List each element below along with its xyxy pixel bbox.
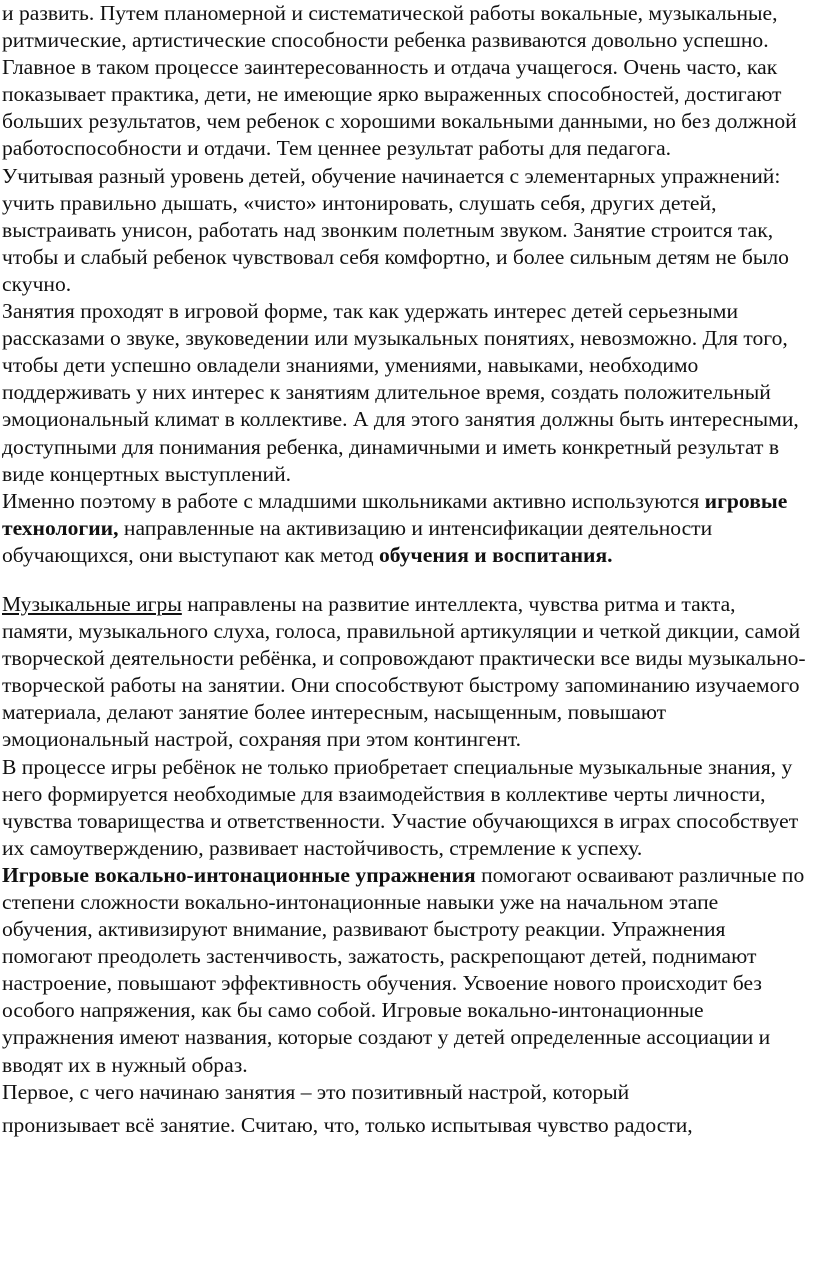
paragraph-5: [2, 591, 806, 754]
paragraph-8-line-2: пронизывает всё занятие. Считаю, что, только испытывая чувство радости,: [2, 1112, 693, 1137]
paragraph-3: Занятия проходят в игровой форме, так как удержать интерес детей серьезными рассказами о звуке, звуковедении или музыкальных понятиях, невозможно. Для того, чтобы дети успешно овладели знаниями, умениями, навыками, необходимо поддерживать у них интерес к занятиям длительное время, создать положительный эмоциональный климат в коллективе. А для этого занятия должны быть интересными, доступными для понимания ребенка, динамичными и иметь конкретный результат в виде концертных выступлений.: [2, 299, 799, 486]
bold-phrase-game-technologies: игровые технологии,: [2, 488, 788, 540]
paragraph-4-text-a: Именно поэтому в работе с младшими школьниками активно используются: [2, 488, 705, 513]
bold-phrase-vocal-exercises: Игровые вокально-интонационные упражнения: [2, 862, 476, 887]
paragraph-7-text: помогают осваивают различные по степени сложности вокально-интонационные навыки уже на начальном этапе обучения, активизируют внимание, развивают быстроту реакции. Упражнения помогают преодолеть застенчивость, зажатость, раскрепощают детей, поднимают настроение, повышают эффективность обучения. Усвоение нового происходит без особого напряжения, как бы само собой. Игровые вокально-интонационные упражнения имеют названия, которые создают у детей определенные ассоциации и вводят их в нужный образ.: [2, 862, 805, 1077]
paragraph-5-text: направлены на развитие интеллекта, чувства ритма и такта, памяти, музыкального слуха, голоса, правильной артикуляции и четкой дикции, самой творческой деятельности ребёнка, и сопровождают практически все виды музыкально-творческой работы на занятии. Они способствуют быстрому запоминанию изучаемого материала, делают занятие более интересным, насыщенным, повышают эмоциональный настрой, сохраняя при этом контингент.: [2, 591, 806, 752]
paragraph-6: В процессе игры ребёнок не только приобретает специальные музыкальные знания, у него формируется необходимые для взаимодействия в коллективе черты личности, чувства товарищества и ответственности. Участие обучающихся в играх способствует их самоутверждению, развивает настойчивость, стремление к успеху.: [2, 754, 799, 860]
paragraph-2: Учитывая разный уровень детей, обучение начинается с элементарных упражнений: учить правильно дышать, «чисто» интонировать, слушать себя, других детей, выстраивать унисон, работать над звонким полетным звуком. Занятие строится так, чтобы и слабый ребенок чувствовал себя комфортно, и более сильным детям не было скучно.: [2, 163, 789, 296]
paragraph-1: и развить. Путем планомерной и систематической работы вокальные, музыкальные, ритмические, артистические способности ребенка развиваются довольно успешно. Главное в таком процессе заинтересованность и отдача учащегося. Очень часто, как показывает практика, дети, не имеющие ярко выраженных способностей, достигают больших результатов, чем ребенок с хорошими вокальными данными, но без должной работоспособности и отдачи. Тем ценнее результат работы для педагога.: [2, 1, 797, 161]
paragraph-4-text-b: направленные на активизацию и интенсификации деятельности обучающихся, они выступают как метод: [2, 515, 713, 567]
underlined-phrase-music-games: Музыкальные игры: [2, 591, 182, 616]
paragraph-8-line-1: Первое, с чего начинаю занятия – это позитивный настрой, который: [2, 1079, 630, 1104]
paragraph-4: [2, 488, 806, 569]
bold-phrase-teaching: обучения и воспитания.: [378, 542, 613, 567]
paragraph-7: [2, 862, 806, 1079]
paragraph-gap: [2, 569, 806, 591]
